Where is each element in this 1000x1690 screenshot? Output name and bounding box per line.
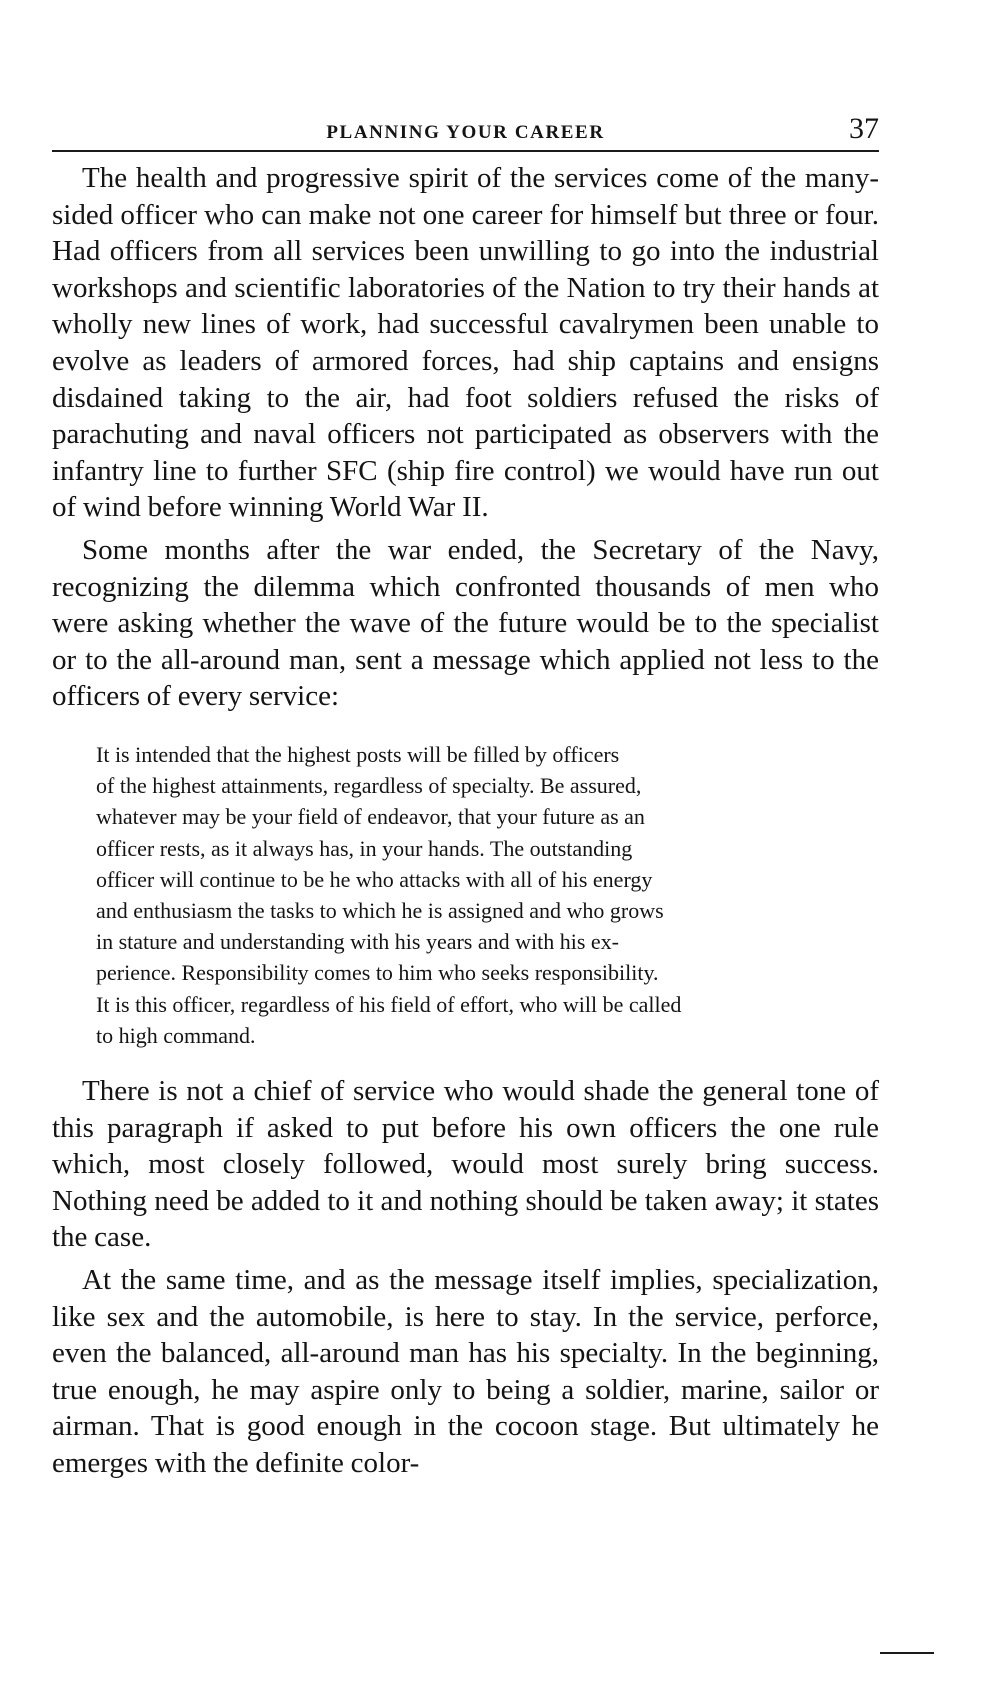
quotation-line: officer rests, as it always has, in your hands. The outstanding — [96, 835, 633, 861]
body-text — [52, 160, 879, 1487]
quotation-line: and enthusiasm the tasks to which he is assigned and who grows — [96, 897, 664, 923]
quotation-line: whatever may be your field of endeavor, that your future as an — [96, 804, 645, 830]
page-number: 37 — [849, 112, 879, 145]
running-title: PLANNING YOUR CAREER — [326, 122, 605, 143]
paragraph-specialization: At the same time, and as the message itself implies, specialization, like sex and the automobile, is here to stay. In the service, perforce, even the balanced, all-around man has his specialty. In the beginning, true enough, he may aspire only to being a soldier, marine, sailor or airman. That is good enough in the cocoon stage. But ultimately he emerges with the definite color- — [52, 1263, 879, 1479]
paragraph-many-sided-officer: The health and progressive spirit of the services come of the many-sided officer who can make not one career for himself but three or four. Had officers from all services been unwilling to go into the industrial workshops and scientific laboratories of the Nation to try their hands at wholly new lines of work, had successful cavalrymen been unable to evolve as leaders of armored forces, had ship captains and ensigns disdained taking to the air, had foot soldiers refused the risks of parachuting and naval officers not participated as observers with the infantry line to further SFC (ship fire control) we would have run out of wind before winning World War II. — [52, 162, 879, 524]
footer-rule — [880, 1652, 934, 1654]
paragraph-chief-of-service: There is not a chief of service who would shade the general tone of this paragraph if asked to put before his own officers the one rule which, most closely followed, would most surely bring success. Nothing need be added to it and nothing should be taken away; it states the case. — [52, 1074, 879, 1254]
quotation-line: It is intended that the highest posts will be filled by officers — [96, 741, 620, 767]
running-header — [52, 104, 879, 152]
block-quotation — [96, 739, 827, 1051]
quotation-line: in stature and understanding with his years and with his ex- — [96, 929, 620, 955]
quotation-line: to high command. — [96, 1022, 256, 1048]
quotation-line: perience. Responsibility comes to him who seeks responsibility. — [96, 960, 659, 986]
quotation-line: It is this officer, regardless of his field of effort, who will be called — [96, 991, 682, 1017]
quotation-line: officer will continue to be he who attacks with all of his energy — [96, 866, 653, 892]
paragraph-secretary-message: Some months after the war ended, the Secretary of the Navy, recognizing the dilemma which confronted thousands of men who were asking whether the wave of the future would be to the specialist or to the all-around man, sent a message which applied not less to the officers of every service: — [52, 533, 879, 713]
quotation-line: of the highest attainments, regardless of specialty. Be assured, — [96, 773, 642, 799]
